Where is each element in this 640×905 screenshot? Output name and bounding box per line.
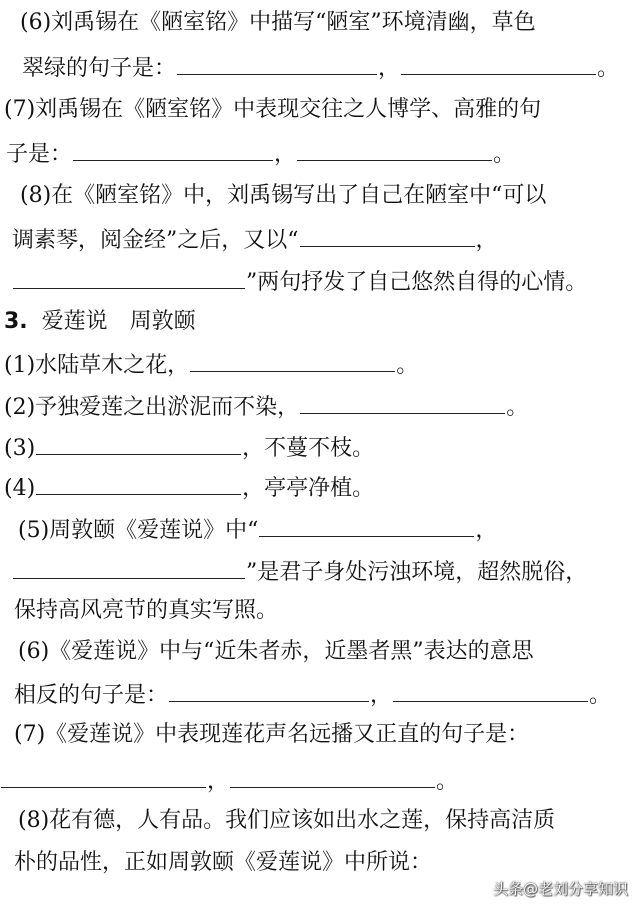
item-5-line-3 xyxy=(14,596,640,626)
question-6-line-2 xyxy=(22,52,640,82)
question-8-label: (8) xyxy=(20,183,52,208)
item-5-text: 周敦颐《爱莲说》中“ xyxy=(49,518,259,543)
question-8-line-2 xyxy=(12,224,640,254)
item-5-line-2 xyxy=(12,556,640,586)
question-8-tail: ”两句抒发了自己悠然自得的心情。 xyxy=(246,270,588,295)
answer-blank[interactable] xyxy=(36,432,241,455)
comma: ， xyxy=(378,56,401,81)
section-3-heading xyxy=(4,307,640,337)
item-1-label: (1) xyxy=(4,353,36,378)
answer-blank[interactable] xyxy=(401,52,596,75)
answer-blank[interactable] xyxy=(169,679,369,702)
answer-blank[interactable] xyxy=(13,556,245,579)
comma: ， xyxy=(207,769,230,794)
period: 。 xyxy=(396,353,419,378)
answer-blank[interactable] xyxy=(393,679,588,702)
item-4 xyxy=(4,472,640,502)
answer-blank[interactable] xyxy=(1,765,206,788)
question-8-line-1 xyxy=(20,181,640,211)
question-6-label: (6) xyxy=(20,10,52,35)
item-8-text: 花有德，人有品。我们应该如出水之莲，保持高洁质 xyxy=(49,808,556,833)
answer-blank[interactable] xyxy=(259,514,474,537)
item-7-line-2 xyxy=(0,765,640,795)
answer-blank[interactable] xyxy=(13,266,245,289)
question-8-line-3 xyxy=(12,266,640,296)
question-7-line-2 xyxy=(6,138,640,168)
item-6-line-1 xyxy=(18,637,640,667)
comma: ， xyxy=(475,518,498,543)
question-7-text: 刘禹锡在《陋室铭》中表现交往之人博学、高雅的句 xyxy=(35,97,542,122)
period: 。 xyxy=(589,683,612,708)
answer-blank[interactable] xyxy=(177,52,377,75)
period: 。 xyxy=(493,142,516,167)
answer-blank[interactable] xyxy=(190,349,395,372)
item-7-line-1 xyxy=(14,720,640,750)
item-4-text: ，亭亭净植。 xyxy=(242,476,375,501)
section-number: 3. xyxy=(4,309,28,334)
item-2-text: 予独爱莲之出淤泥而不染， xyxy=(35,395,300,420)
question-8-prompt: 调素琴，阅金经”之后，又以“ xyxy=(12,228,299,253)
item-3-label: (3) xyxy=(4,436,36,461)
item-2-label: (2) xyxy=(4,395,36,420)
question-6-line-1 xyxy=(20,8,640,38)
answer-blank[interactable] xyxy=(297,138,492,161)
answer-blank[interactable] xyxy=(300,224,475,247)
item-5-line-1 xyxy=(18,514,640,544)
question-6-prompt: 翠绿的句子是： xyxy=(22,56,177,81)
comma: ， xyxy=(370,683,393,708)
watermark: 头条@老刘分享知识 xyxy=(492,880,628,898)
item-5-text-end: 保持高风亮节的真实写照。 xyxy=(14,598,279,623)
period: 。 xyxy=(506,395,529,420)
question-7-prompt: 子是： xyxy=(6,142,73,167)
question-8-text: 在《陋室铭》中，刘禹锡写出了自己在陋室中“可以 xyxy=(51,183,547,208)
answer-blank[interactable] xyxy=(230,765,435,788)
question-7-label: (7) xyxy=(4,97,36,122)
item-2 xyxy=(4,391,640,421)
item-7-text: 《爱莲说》中表现莲花声名远播又正直的句子是： xyxy=(45,722,530,747)
comma: ， xyxy=(274,142,297,167)
period: 。 xyxy=(436,769,459,794)
question-6-text: 刘禹锡在《陋室铭》中描写“陋室”环境清幽，草色 xyxy=(51,10,536,35)
period: 。 xyxy=(597,56,620,81)
item-6-line-2 xyxy=(14,679,640,709)
answer-blank[interactable] xyxy=(73,138,273,161)
item-6-label: (6) xyxy=(18,639,50,664)
item-8-label: (8) xyxy=(18,808,50,833)
item-1 xyxy=(4,349,640,379)
comma: ， xyxy=(475,228,498,253)
item-3-text: ，不蔓不枝。 xyxy=(242,436,375,461)
item-8-line-1 xyxy=(18,806,640,836)
item-4-label: (4) xyxy=(4,476,36,501)
item-7-label: (7) xyxy=(14,722,46,747)
item-6-text: 《爱莲说》中与“近朱者赤，近墨者黑”表达的意思 xyxy=(49,639,534,664)
item-8-line-2 xyxy=(14,848,640,878)
answer-blank[interactable] xyxy=(36,472,241,495)
item-3 xyxy=(4,432,640,462)
item-5-tail: ”是君子身处污浊环境，超然脱俗， xyxy=(246,560,588,585)
item-8-text-2: 朴的品性，正如周敦颐《爱莲说》中所说： xyxy=(14,850,433,875)
item-1-text: 水陆草木之花， xyxy=(35,353,190,378)
item-5-label: (5) xyxy=(18,518,50,543)
section-title: 爱莲说 周敦颐 xyxy=(41,309,196,334)
item-6-prompt: 相反的句子是： xyxy=(14,683,169,708)
answer-blank[interactable] xyxy=(300,391,505,414)
question-7-line-1 xyxy=(4,95,640,125)
